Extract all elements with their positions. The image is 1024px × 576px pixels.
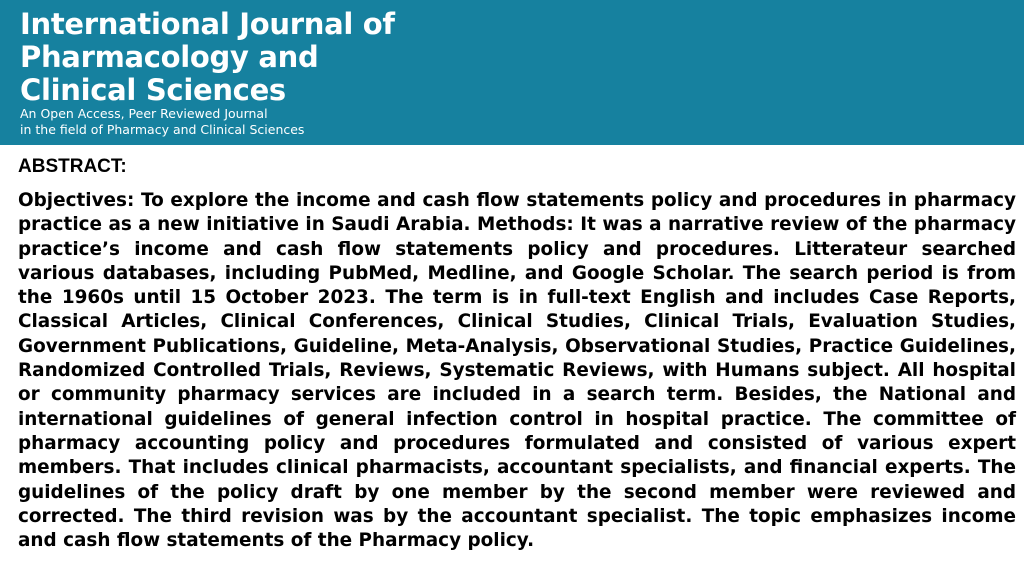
objectives-label: Objectives: — [18, 190, 135, 211]
journal-title-line-3: Clinical Sciences — [20, 73, 286, 107]
journal-title-line-1: International Journal of — [20, 7, 395, 41]
journal-tagline-line-2: in the field of Pharmacy and Clinical Sciences — [20, 122, 305, 137]
abstract-body — [18, 189, 1016, 553]
journal-banner — [0, 0, 1024, 145]
journal-title — [20, 8, 580, 107]
journal-title-line-2: Pharmacology and — [20, 40, 319, 74]
abstract-section — [18, 155, 1016, 553]
journal-tagline — [20, 106, 304, 138]
methods-text: It was a narrative review of the pharmacy practice’s income and cash flow statements policy and procedures. Litterateur searched various databases, including PubMed, Medline, and Google Scholar. The search period is from the 1960s until 15 October 2023. The term is in full-text English and includes Case Reports, Classical Articles, Clinical Conferences, Clinical Studies, Clinical Trials, Evaluation Studies, Government Publications, Guideline, Meta-Analysis, Observational Studies, Practice Guidelines, Randomized Controlled Trials, Reviews, Systematic Reviews, with Humans subject. All hospital or community pharmacy services are included in a search term. Besides, the National and international guidelines of general infection control in hospital practice. The committee of pharmacy accounting policy and procedures formulated and consisted of various expert members. That includes clinical pharmacists, accountant specialists, and financial experts. The guidelines of the policy draft by one member by the second member were reviewed and corrected. The third revision was by the accountant specialist. The topic emphasizes income and cash flow statements of the Pharmacy policy. — [18, 214, 1016, 552]
abstract-heading: ABSTRACT: — [18, 156, 127, 177]
journal-tagline-line-1: An Open Access, Peer Reviewed Journal — [20, 106, 268, 121]
methods-label: Methods: — [477, 214, 574, 236]
objectives-text: To explore the income and cash flow statements policy and procedures in pharmacy practice as a new initiative in Saudi Arabia. — [18, 190, 1016, 236]
